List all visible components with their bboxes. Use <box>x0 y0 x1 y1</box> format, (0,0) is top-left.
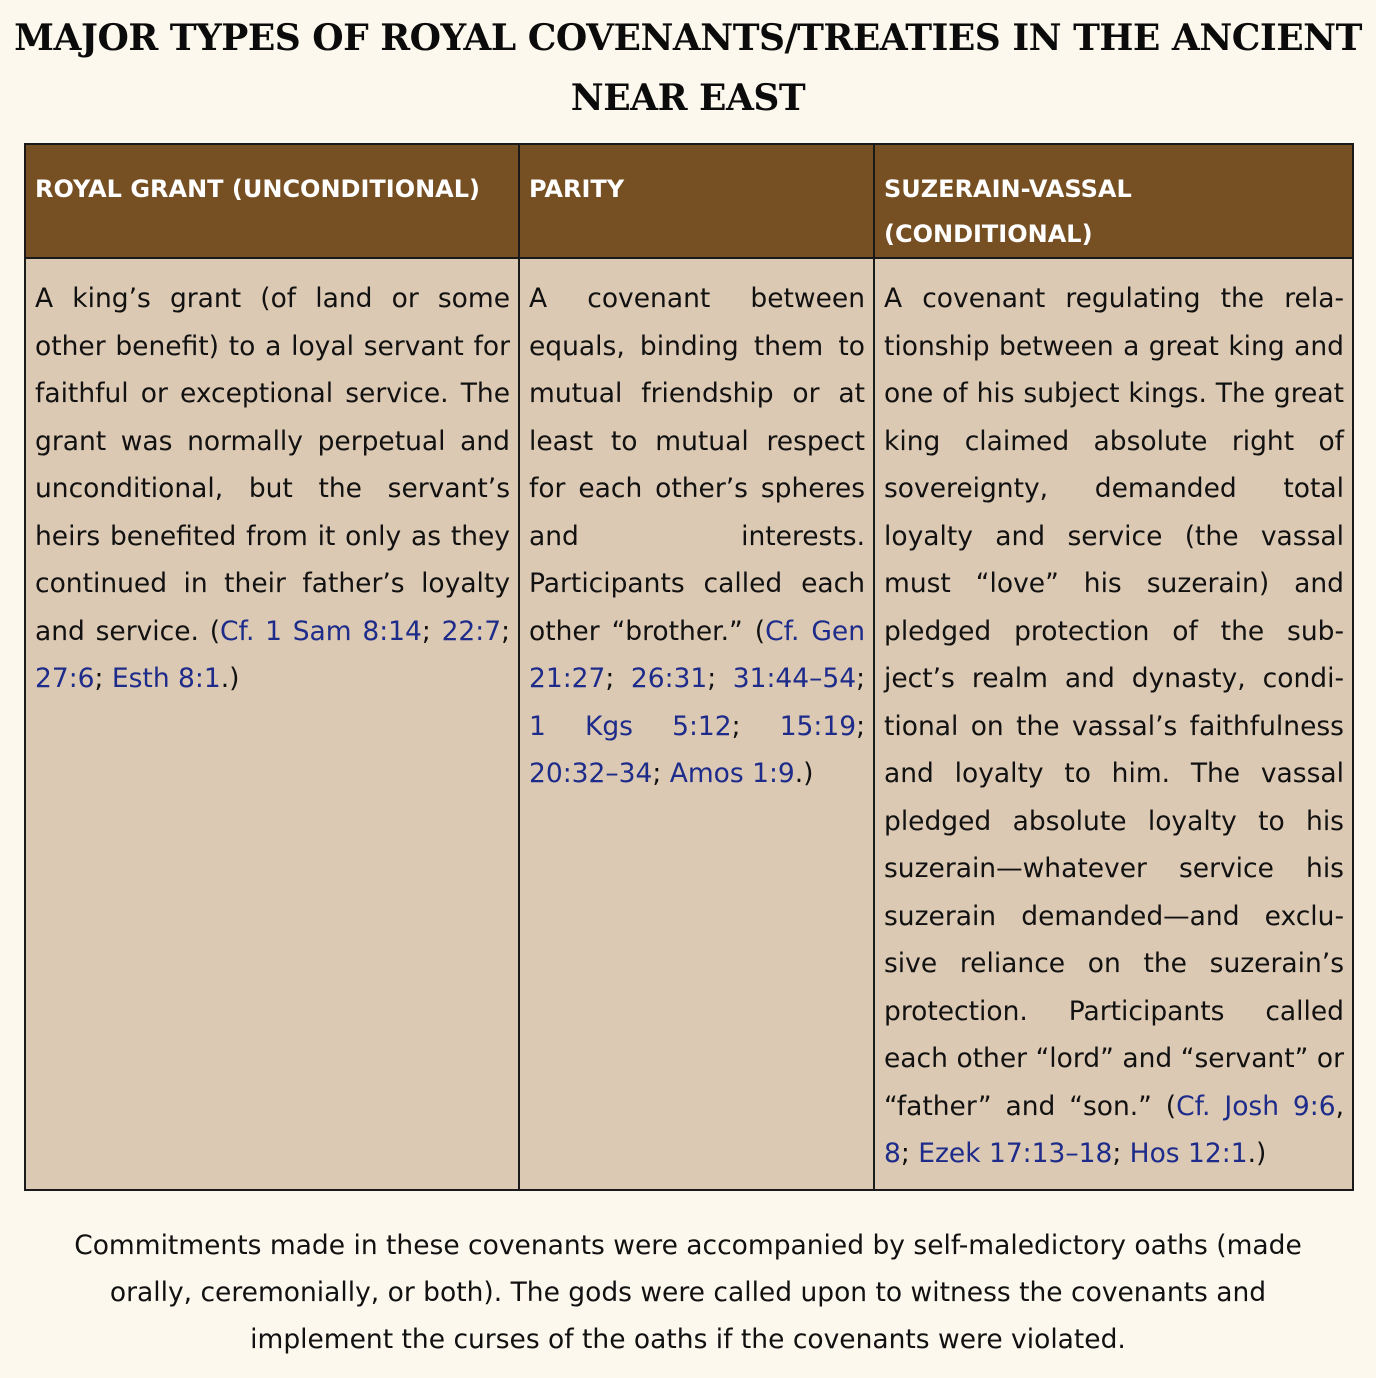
royal-grant-description: A king’s grant (of land or some other benefit) to a loyal servant for faithful or exceptional service. The grant was normally perpetual and unconditional, but the servant’s heirs benefited from it only as they continued in their father’s loyalty and service. ( <box>35 283 510 647</box>
scripture-link[interactable]: 15:19 <box>779 710 857 742</box>
scripture-link[interactable]: Hos 12:1 <box>1129 1138 1248 1169</box>
scripture-link[interactable]: 31:44–54 <box>732 663 857 694</box>
scripture-link[interactable]: 8 <box>884 1138 901 1169</box>
scripture-link[interactable]: Cf. 1 Sam 8:14 <box>220 615 422 647</box>
ref-close: .) <box>1247 1138 1267 1169</box>
ref-separator: ; <box>731 710 780 742</box>
ref-separator: ; <box>856 710 865 742</box>
ref-separator: , <box>1335 1090 1344 1122</box>
parity-description: A covenant between equals, binding them to mutual friendship or at least to mutual respect for each other’s spheres and interests. Participants called each other “brother.” ( <box>529 283 865 647</box>
header-suzerain-vassal: SUZERAIN-VASSAL (CONDITIONAL) <box>874 144 1353 258</box>
scripture-link[interactable]: 20:32–34 <box>529 758 653 789</box>
ref-separator: ; <box>652 758 670 789</box>
suzerain-vassal-description: A covenant regulating the relationship between a great king and one of his subject kings. The great king claimed absolute right of sovereignty, demanded total loyalty and service (the vassal must “love” his suzerain) and pledged protection of the subject’s realm and dynasty, conditional on the vassal’s faithfulness and loyalty to him. The vassal pledged absolute loyalty to his suzerain—whatever service his suzerain demanded—and exclusive reliance on the suzerain’s protection. Participants called each other “lord” and “servant” or “father” and “son.” ( <box>884 283 1344 1122</box>
header-royal-grant: ROYAL GRANT (UNCONDITIONAL) <box>25 144 519 258</box>
ref-separator: ; <box>856 663 865 694</box>
scripture-link[interactable]: Esth 8:1 <box>111 663 221 694</box>
scripture-link[interactable]: Cf. Josh 9:6 <box>1176 1090 1336 1122</box>
cell-suzerain-vassal <box>874 258 1353 1190</box>
scripture-link[interactable]: Cf. Gen 21:27 <box>529 615 865 694</box>
ref-close: .) <box>220 663 240 694</box>
table-header-row <box>25 144 1353 258</box>
scripture-link[interactable]: 27:6 <box>35 663 95 694</box>
ref-close: .) <box>794 758 814 789</box>
ref-separator: ; <box>900 1138 919 1169</box>
scripture-link[interactable]: Amos 1:9 <box>669 758 795 789</box>
ref-separator: ; <box>1112 1138 1130 1169</box>
ref-separator: ; <box>501 615 511 647</box>
scripture-link[interactable]: 26:31 <box>630 663 708 694</box>
footer-note: Commitments made in these covenants were accompanied by self-maledictory oaths (made orally, ceremonially, or both). The gods were called upon to witness the covenants and implement the curses of the oaths if the covenants were violated. <box>74 1230 1302 1355</box>
cell-royal-grant <box>25 258 519 1190</box>
ref-separator: ; <box>707 663 733 694</box>
ref-separator: ; <box>421 615 442 647</box>
table-body-row <box>25 258 1353 1190</box>
scripture-link[interactable]: 22:7 <box>441 615 502 647</box>
scripture-link[interactable]: 1 Kgs 5:12 <box>529 710 732 742</box>
covenant-types-table <box>24 143 1354 1191</box>
header-parity: PARITY <box>519 144 874 258</box>
cell-parity <box>519 258 874 1190</box>
scripture-link[interactable]: Ezek 17:13–18 <box>918 1138 1113 1169</box>
page-title: MAJOR TYPES OF ROYAL COVENANTS/TREATIES IN THE ANCIENT NEAR EAST <box>14 17 1362 119</box>
ref-separator: ; <box>605 663 631 694</box>
ref-separator: ; <box>94 663 112 694</box>
